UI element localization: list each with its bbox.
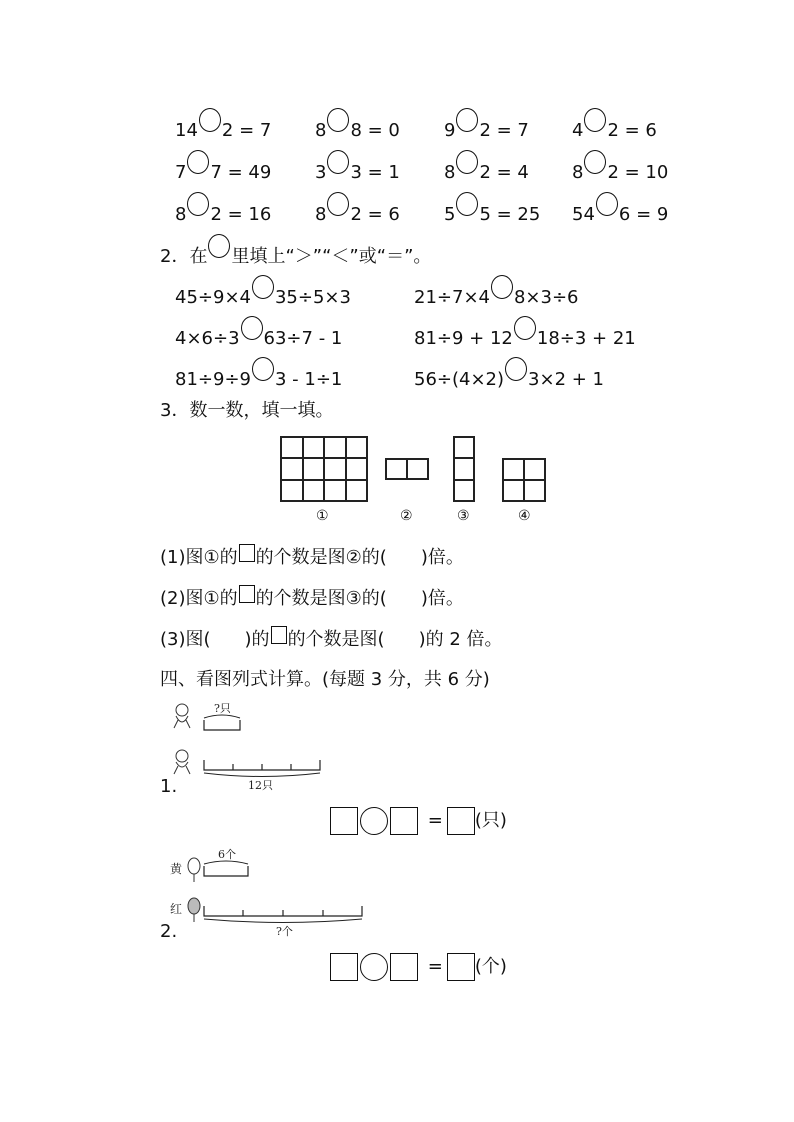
answer-circle[interactable]	[327, 192, 349, 216]
problem-1-diagram	[168, 700, 338, 792]
problem-2-number: 2.	[160, 921, 178, 942]
problem-1-number: 1.	[160, 776, 178, 797]
answer-circle[interactable]	[456, 150, 478, 174]
answer-circle[interactable]	[199, 108, 221, 132]
answer-box[interactable]	[330, 807, 358, 835]
answer-circle[interactable]	[596, 192, 618, 216]
comparison-item: 56÷(4×2) 3×2 + 1	[414, 357, 604, 392]
equation-item: 8 2 = 16	[175, 192, 271, 227]
q3-line-3: (3)图( )的 的个数是图( )的 2 倍。	[160, 626, 503, 652]
balloon-icon	[188, 858, 200, 882]
comparison-item: 45÷9×4 35÷5×3	[175, 275, 351, 310]
problem-2-diagram	[168, 846, 368, 938]
equation-item: 14 2 = 7	[175, 108, 271, 143]
answer-circle-icon	[208, 234, 230, 258]
square-icon	[239, 544, 255, 562]
square-icon	[271, 626, 287, 644]
answer-circle[interactable]	[327, 108, 349, 132]
answer-circle[interactable]	[584, 150, 606, 174]
answer-circle[interactable]	[456, 108, 478, 132]
figure-label-3: ③	[457, 508, 470, 524]
answer-box[interactable]	[390, 807, 418, 835]
equation-item: 8 8 = 0	[315, 108, 400, 143]
answer-circle[interactable]	[187, 192, 209, 216]
answer-box[interactable]	[447, 953, 475, 981]
compare-circle[interactable]	[252, 275, 274, 299]
p1-top-label: ?只	[214, 702, 231, 715]
figure-4-grid	[502, 458, 546, 502]
comparison-item: 21÷7×4 8×3÷6	[414, 275, 579, 310]
equation-item: 3 3 = 1	[315, 150, 400, 185]
answer-box[interactable]	[390, 953, 418, 981]
answer-circle[interactable]	[187, 150, 209, 174]
q3-line-1: (1)图①的 的个数是图②的( )倍。	[160, 544, 464, 570]
figure-label-2: ②	[400, 508, 413, 524]
figure-label-4: ④	[518, 508, 531, 524]
equation-item: 4 2 = 6	[572, 108, 657, 143]
equation-item: 8 2 = 10	[572, 150, 668, 185]
compare-circle[interactable]	[514, 316, 536, 340]
compare-circle[interactable]	[252, 357, 274, 381]
equation-item: 54 6 = 9	[572, 192, 668, 227]
figure-2-grid	[385, 458, 429, 480]
answer-box[interactable]	[330, 953, 358, 981]
q3-title: 3．数一数，填一填。	[160, 400, 334, 421]
comparison-item: 4×6÷3 63÷7 - 1	[175, 316, 342, 351]
comparison-item: 81÷9 + 12 18÷3 + 21	[414, 316, 636, 351]
animal-icon	[174, 704, 190, 728]
p2-top-label: 6个	[218, 848, 236, 861]
compare-circle[interactable]	[241, 316, 263, 340]
equation-item: 7 7 = 49	[175, 150, 271, 185]
answer-circle[interactable]	[456, 192, 478, 216]
q3-line-2: (2)图①的 的个数是图③的( )倍。	[160, 585, 464, 611]
balloon-icon	[188, 898, 200, 922]
equation-item: 8 2 = 6	[315, 192, 400, 227]
compare-circle[interactable]	[491, 275, 513, 299]
section-4-title: 四、看图列式计算。(每题 3 分，共 6 分)	[160, 669, 490, 690]
figure-3-grid	[453, 436, 475, 502]
equation-item: 9 2 = 7	[444, 108, 529, 143]
p2-row2-label: 红	[170, 902, 183, 916]
answer-box[interactable]	[447, 807, 475, 835]
p2-bottom-label: ?个	[276, 925, 293, 938]
p2-row1-label: 黄	[170, 862, 183, 876]
figure-label-1: ①	[316, 508, 329, 524]
equation-item: 5 5 = 25	[444, 192, 540, 227]
p1-bottom-label: 12只	[248, 779, 273, 792]
q2-instruction: 2．在 里填上“＞”“＜”或“＝”。	[160, 234, 431, 269]
equation-item: 8 2 = 4	[444, 150, 529, 185]
problem-2-equation: = (个)	[330, 952, 507, 982]
operator-circle[interactable]	[360, 807, 388, 835]
square-icon	[239, 585, 255, 603]
problem-1-equation: = (只)	[330, 806, 507, 836]
compare-circle[interactable]	[505, 357, 527, 381]
operator-circle[interactable]	[360, 953, 388, 981]
comparison-item: 81÷9÷9 3 - 1÷1	[175, 357, 342, 392]
answer-circle[interactable]	[584, 108, 606, 132]
answer-circle[interactable]	[327, 150, 349, 174]
figure-1-grid	[280, 436, 368, 502]
animal-icon	[174, 750, 190, 774]
